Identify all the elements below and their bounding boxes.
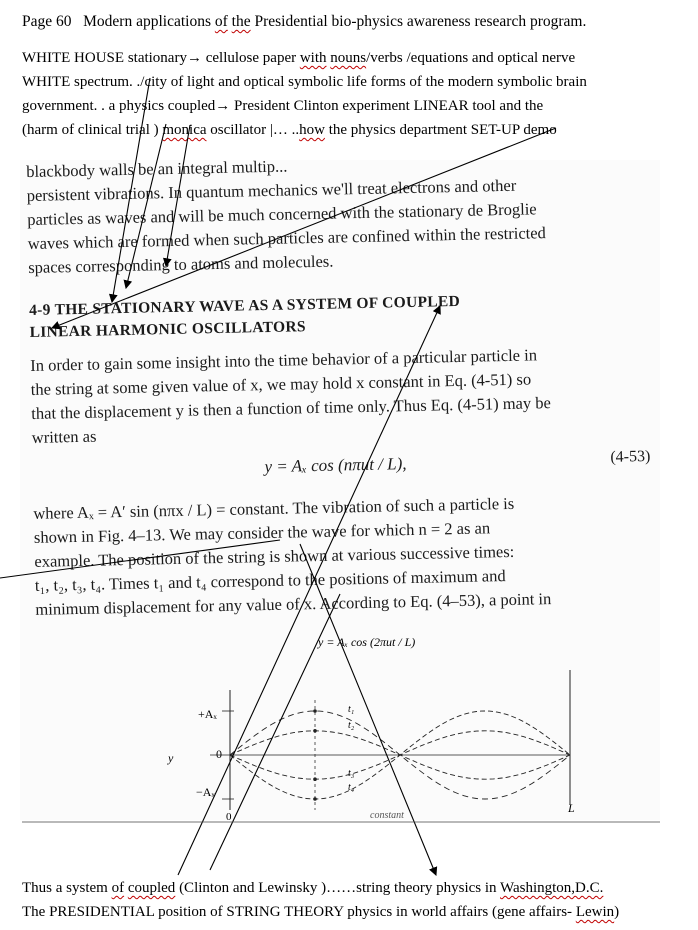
scan-line: blackbody walls be an integral multip... bbox=[26, 156, 288, 181]
intro-l4-c: the physics department SET-UP demo bbox=[324, 122, 557, 138]
figure-minus-amplitude: −Aₓ bbox=[196, 785, 215, 799]
intro-l2-a: WHITE spectrum. ./city of light and optical symbolic life forms of the modern symbolic brain bbox=[22, 74, 587, 90]
figure-t1: t₁ bbox=[348, 704, 355, 715]
bottom-l1-a: Thus a system bbox=[22, 880, 112, 896]
page-number: Page 60 bbox=[22, 13, 72, 30]
scan-line: the string at some given value of x, we may hold x constant in Eq. (4-51) so bbox=[30, 369, 532, 399]
bottom-l1-washington: Washington,D.C. bbox=[500, 880, 604, 896]
figure-x-zero: 0 bbox=[226, 811, 232, 820]
intro-l3-a: government. . a physics coupled bbox=[22, 98, 216, 114]
figure-t3: t₃ bbox=[348, 768, 355, 779]
section-heading-line-2: LINEAR HARMONIC OSCILLATORS bbox=[29, 318, 306, 341]
intro-line-3 bbox=[22, 94, 682, 118]
scan-line: written as bbox=[31, 426, 97, 447]
scan-text-body bbox=[26, 147, 664, 622]
scan-line: minimum displacement for any value of x. According to Eq. (4–53), a point in bbox=[35, 589, 552, 619]
intro-l1-nouns: nouns bbox=[330, 50, 367, 66]
intro-l3-b: President Clinton experiment LINEAR tool and the bbox=[230, 98, 544, 114]
figure-formula: y = Aₓ cos (2πut / L) bbox=[318, 635, 416, 649]
header-word-the: the bbox=[231, 13, 251, 30]
figure-snapshot-point bbox=[313, 709, 317, 713]
header-text-post: Presidential bio-physics awareness research program. bbox=[250, 13, 587, 30]
intro-line-1 bbox=[22, 46, 682, 70]
header-text-pre: Modern applications bbox=[83, 13, 215, 30]
header-word-of: of bbox=[214, 13, 228, 30]
figure-snapshot-point bbox=[313, 777, 317, 781]
figure-x-end: L bbox=[568, 801, 575, 815]
figure-y-axis-label: y bbox=[168, 751, 174, 765]
figure-snapshot-point bbox=[313, 729, 317, 733]
intro-l1-a: WHITE HOUSE stationary bbox=[22, 50, 187, 66]
scanned-textbook-page bbox=[20, 156, 660, 820]
scan-line: that the displacement y is then a function of time only. Thus Eq. (4-51) may be bbox=[31, 393, 552, 423]
figure-zero-label: 0 bbox=[216, 747, 222, 761]
page-header-line bbox=[22, 10, 682, 34]
intro-l4-monica: monica bbox=[162, 122, 207, 138]
figure-t2: t₂ bbox=[348, 720, 355, 731]
equation: y = Aₓ cos (nπut / L), bbox=[264, 454, 407, 477]
scan-line: persistent vibrations. In quantum mechanics we'll treat electrons and other bbox=[26, 175, 517, 205]
bottom-l1-of: of bbox=[111, 880, 125, 896]
scan-line: waves which are formed when such particles are confined within the restricted bbox=[27, 223, 547, 253]
intro-l4-a: (harm of clinical trial ) bbox=[22, 122, 163, 138]
figure-t4: t₄ bbox=[348, 782, 355, 793]
bottom-l2-lewin: Lewin bbox=[575, 904, 615, 920]
intro-line-2 bbox=[22, 70, 682, 94]
intro-l1-b: cellulose paper bbox=[201, 50, 300, 66]
bottom-l1-coupled: coupled bbox=[127, 880, 176, 896]
standing-wave-figure bbox=[20, 620, 660, 820]
scan-line: spaces corresponding to atoms and molecules. bbox=[28, 251, 334, 277]
equation-number: (4-53) bbox=[610, 447, 651, 466]
section-heading-line-1: 4-9 THE STATIONARY WAVE AS A SYSTEM OF COUPLED bbox=[28, 292, 461, 319]
scan-line: particles as waves and will be much concerned with the stationary de Broglie bbox=[27, 199, 537, 229]
scan-paragraph-2 bbox=[30, 341, 660, 450]
bottom-line-1 bbox=[22, 876, 682, 900]
section-heading bbox=[29, 287, 658, 344]
intro-l4-how: how bbox=[299, 122, 325, 138]
intro-l4-b: oscillator |… .. bbox=[206, 122, 300, 138]
bottom-l2-b: ) bbox=[614, 904, 620, 920]
intro-l1-d: /verbs /equations and optical nerve bbox=[366, 50, 576, 66]
scan-line: example. The position of the string is shown at various successive times: bbox=[34, 541, 515, 571]
scan-paragraph-3 bbox=[33, 489, 663, 622]
scan-line: where Aₓ = A′ sin (nπx / L) = constant. The vibration of such a particle is bbox=[33, 493, 515, 523]
scan-paragraph-1 bbox=[26, 147, 656, 280]
figure-plus-amplitude: +Aₓ bbox=[198, 707, 217, 721]
figure-snapshot-point bbox=[313, 797, 317, 801]
scan-line: t₁, t₂, t₃, t₄. Times t₁ and t₄ correspond to the positions of maximum and bbox=[34, 566, 506, 595]
scan-line: shown in Fig. 4–13. We may consider the wave for which n = 2 as an bbox=[33, 518, 491, 547]
scan-line: In order to gain some insight into the time behavior of a particular particle in bbox=[30, 345, 538, 375]
intro-annotation bbox=[22, 46, 682, 142]
intro-line-4 bbox=[22, 118, 682, 142]
figure-bottom-word: constant bbox=[370, 810, 404, 820]
bottom-line-2 bbox=[22, 900, 682, 924]
bottom-l2-a: The PRESIDENTIAL position of STRING THEORY physics in world affairs (gene affairs- bbox=[22, 904, 576, 920]
figure-curves bbox=[210, 670, 570, 810]
intro-l1-with: with bbox=[299, 50, 327, 66]
arrow-icon: → bbox=[215, 98, 231, 114]
arrow-icon: → bbox=[186, 50, 202, 66]
bottom-l1-c: (Clinton and Lewinsky )……string theory physics in bbox=[175, 880, 501, 896]
bottom-annotation bbox=[22, 876, 682, 924]
